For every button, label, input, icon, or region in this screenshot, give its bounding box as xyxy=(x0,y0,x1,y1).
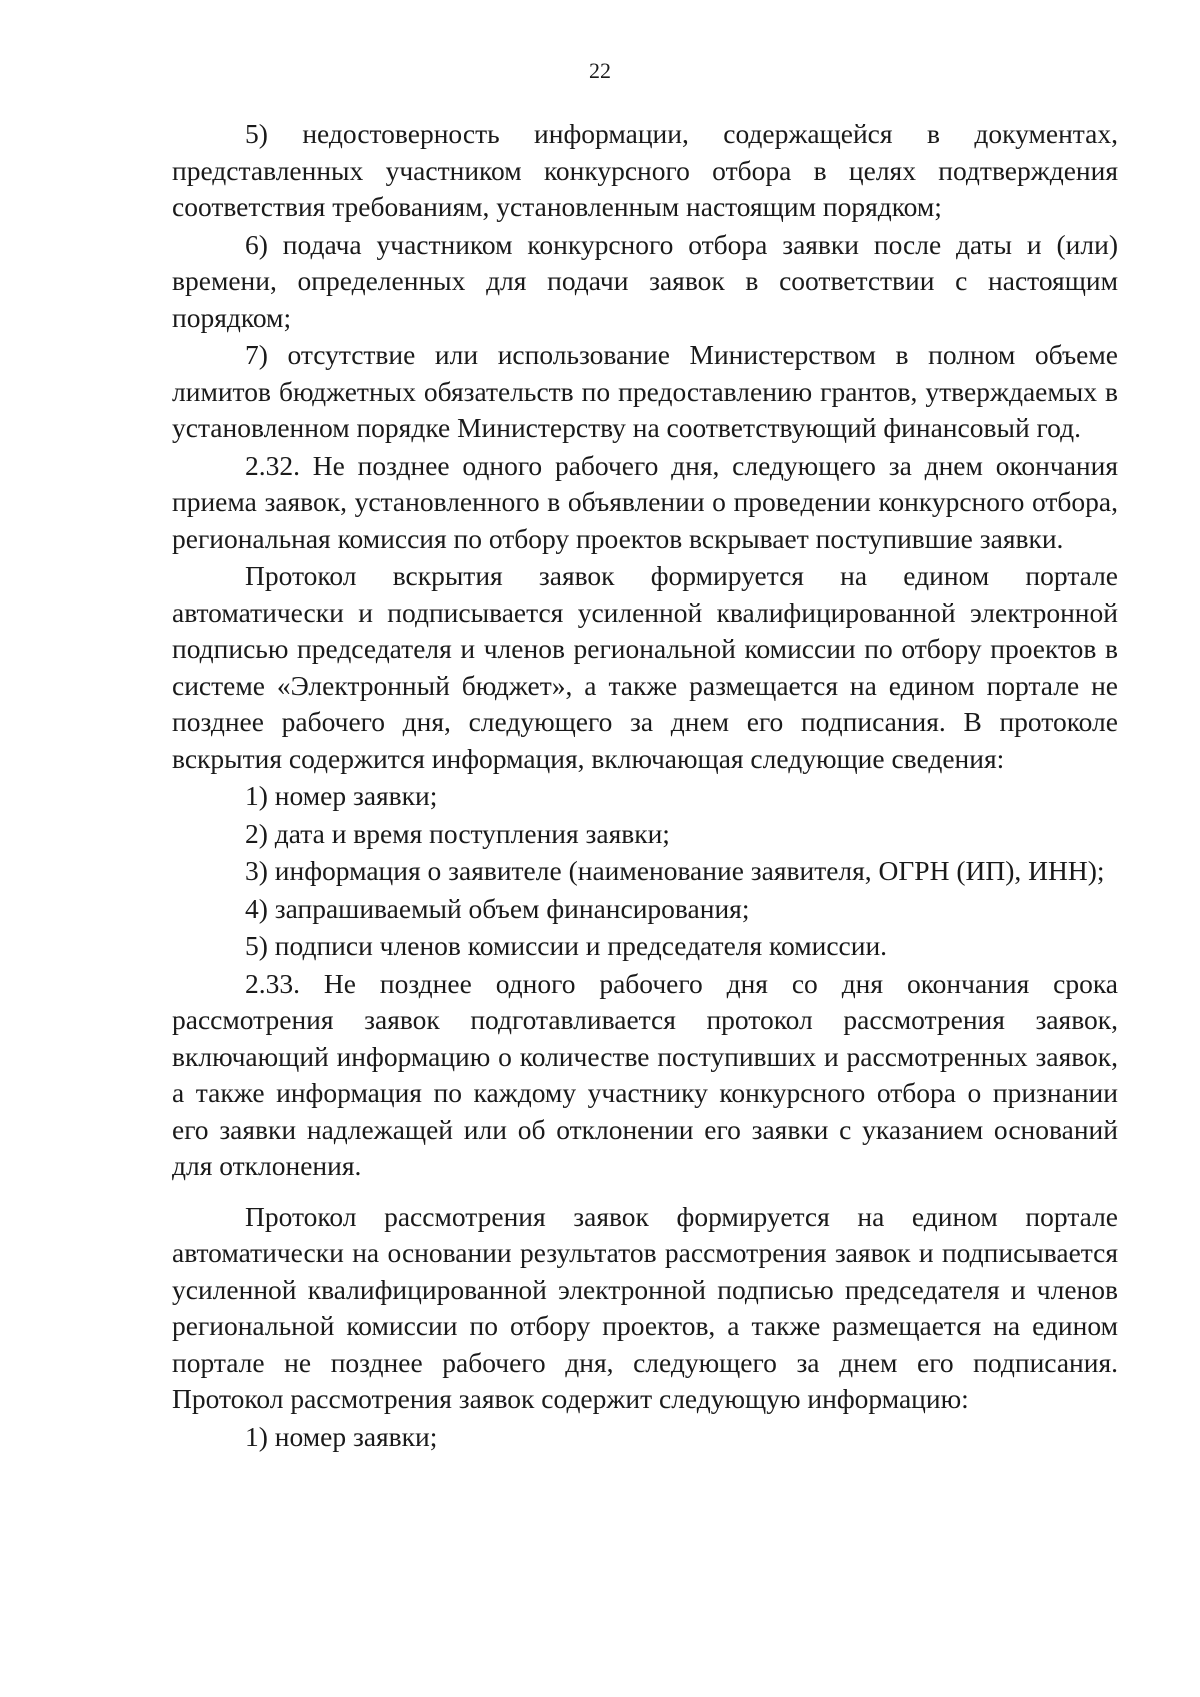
paragraph-clause-2-32: 2.32. Не позднее одного рабочего дня, следующего за днем окончания приема заявок, установленного в объявлении о проведении конкурсного отбора, региональная комиссия по отбору проектов вскрывает поступившие заявки. xyxy=(172,449,1118,554)
list-item-application-number: 1) номер заявки; xyxy=(245,780,438,811)
list-item-signatures: 5) подписи членов комиссии и председателя комиссии. xyxy=(245,930,888,961)
list-item-date-time: 2) дата и время поступления заявки; xyxy=(245,817,670,849)
paragraph-item-6-late-submission: 6) подача участником конкурсного отбора заявки после даты и (или) времени, определенных для подачи заявок в соответствии с настоящим порядком; xyxy=(172,228,1118,333)
paragraph-item-5-unreliable-info: 5) недостоверность информации, содержащейся в документах, представленных участником конкурсного отбора в целях подтверждения соответствия требованиям, установленным настоящим порядком; xyxy=(172,118,1118,222)
paragraph-review-protocol: Протокол рассмотрения заявок формируется на едином портале автоматически на основании результатов рассмотрения заявок и подписывается усиленной квалифицированной электронной подписью председателя и членов региональной комиссии по отбору проектов, а также размещается на едином портале не позднее рабочего дня, следующего за днем его подписания. Протокол рассмотрения заявок содержит следующую информацию: xyxy=(172,1200,1118,1414)
list-item-requested-amount: 4) запрашиваемый объем финансирования; xyxy=(245,892,750,924)
page-number: 22 xyxy=(589,58,611,83)
list-item-application-number-2: 1) номер заявки; xyxy=(245,1420,438,1452)
paragraph-clause-2-33: 2.33. Не позднее одного рабочего дня со дня окончания срока рассмотрения заявок подготавливается протокол рассмотрения заявок, включающий информацию о количестве поступивших и рассмотренных заявок, а также информация по каждому участнику конкурсного отбора о признании его заявки надлежащей или об отклонении его заявки с указанием оснований для отклонения. xyxy=(172,967,1118,1181)
paragraph-item-7-budget-limits: 7) отсутствие или использование Министерством в полном объеме лимитов бюджетных обязательств по предоставлению грантов, утверждаемых в установленном порядке Министерству на соответствующий финансовый год. xyxy=(172,339,1118,443)
paragraph-opening-protocol: Протокол вскрытия заявок формируется на едином портале автоматически и подписывается усиленной квалифицированной электронной подписью председателя и членов региональной комиссии по отбору проектов в системе «Электронный бюджет», а также размещается на едином портале не позднее рабочего дня, следующего за днем его подписания. В протоколе вскрытия содержится информация, включающая следующие сведения: xyxy=(172,560,1118,774)
document-body xyxy=(172,116,1118,1455)
list-item-applicant-info: 3) информация о заявителе (наименование заявителя, ОГРН (ИП), ИНН); xyxy=(245,855,1105,886)
